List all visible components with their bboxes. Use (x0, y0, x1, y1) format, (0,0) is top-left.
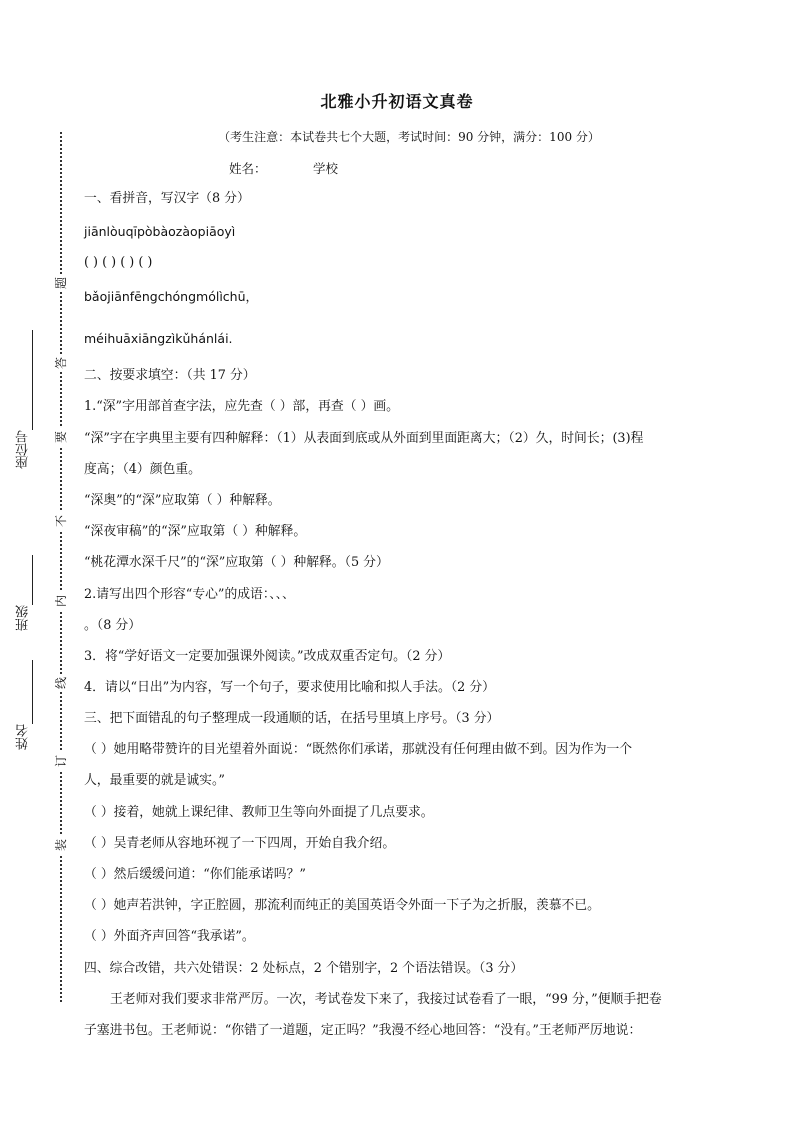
question-2-1: 1.“深”字用部首查字法，应先查（ ）部，再查（ ）画。 (84, 399, 399, 414)
section-2-heading: 二、按要求填空：（共 17 分） (84, 368, 256, 383)
sentence-item: （ ）吴青老师从容地环视了一下四周，开始自我介绍。 (84, 836, 396, 851)
name-label: 姓名： (229, 161, 267, 176)
sentence-item: （ ）外面齐声回答“我承诺”。 (84, 929, 255, 944)
question-2-1-definitions: “深”字在字典里主要有四种解释：（1）从表面到底或从外面到里面距离大；（2）久，时间长；(3)程 (84, 431, 644, 446)
binding-char: 内 (52, 592, 70, 610)
exam-notice: （考生注意：本试卷共七个大题，考试时间：90 分钟，满分：100 分） (218, 130, 600, 144)
student-name-label: 姓名 (16, 724, 31, 750)
binding-char: 订 (52, 752, 70, 770)
question-2-1-b: “深夜审稿”的“深”应取第（ ）种解释。 (84, 524, 307, 539)
school-label: 学校 (313, 161, 339, 176)
sentence-item: （ ）接着，她就上课纪律、教师卫生等向外面提了几点要求。 (84, 805, 434, 820)
binding-char: 题 (52, 274, 70, 292)
sentence-item: （ ）然后缓缓问道：“你们能承诺吗？” (84, 867, 306, 882)
binding-char: 线 (52, 674, 70, 692)
section-4-heading: 四、综合改错，共六处错误：2 处标点，2 个错别字，2 个语法错误。（3 分） (84, 961, 524, 976)
seat-number-field[interactable] (14, 330, 33, 469)
section-1-heading: 一、看拼音，写汉字（8 分） (84, 191, 250, 206)
pinyin-line-2: bǎojiānfēngchóngmólìchū， (84, 289, 259, 304)
student-name-field[interactable] (14, 660, 33, 750)
sentence-item: （ ）她用略带赞许的目光望着外面说：“既然你们承诺，那就没有任何理由做不到。因为作为一个 (84, 742, 633, 757)
question-2-2-score: 。（8 分） (84, 618, 141, 633)
pinyin-line-1: jiānlòuqīpòbàozàopiāoyì (84, 224, 236, 239)
page-title: 北雅小升初语文真卷 (320, 92, 474, 111)
question-2-2: 2.请写出四个形容“专心”的成语：、、、 (84, 587, 295, 602)
binding-char: 要 (52, 428, 70, 446)
class-field[interactable] (14, 555, 33, 631)
answer-blanks[interactable]: ( ) ( ) ( ) ( ) (84, 255, 153, 270)
question-2-1-definitions-cont: 度高；（4）颜色重。 (84, 462, 201, 477)
class-underline[interactable] (32, 555, 33, 605)
passage-line-2: 子塞进书包。王老师说：“你错了一道题，定正吗？”我漫不经心地回答：“没有。”王老师严厉地说： (84, 1023, 642, 1038)
seat-number-underline[interactable] (32, 330, 33, 430)
binding-char: 不 (52, 512, 70, 530)
sentence-item-cont: 人，最重要的就是诚实。” (84, 773, 225, 788)
binding-char: 装 (52, 836, 70, 854)
class-label: 班级 (16, 605, 31, 631)
question-2-1-c: “桃花潭水深千尺”的“深”应取第（ ）种解释。（5 分） (84, 555, 389, 570)
question-2-1-a: “深奥”的“深”应取第（ ）种解释。 (84, 493, 281, 508)
passage-line-1: 王老师对我们要求非常严厉。一次，考试卷发下来了，我接过试卷看了一眼，“99 分，”便顺手把卷 (110, 992, 662, 1007)
seat-number-label: 座位号 (16, 430, 31, 469)
binding-char: 答 (52, 354, 70, 372)
student-name-underline[interactable] (32, 660, 33, 724)
pinyin-line-3: méihuāxiāngzìkǔhánlái. (84, 331, 233, 346)
section-3-heading: 三、把下面错乱的句子整理成一段通顺的话，在括号里填上序号。（3 分） (84, 711, 500, 726)
binding-dotted-line (60, 132, 62, 1002)
question-2-4: 4．请以“日出”为内容，写一个句子，要求使用比喻和拟人手法。（2 分） (84, 680, 495, 695)
question-2-3: 3．将“学好语文一定要加强课外阅读。”改成双重否定句。（2 分） (84, 649, 451, 664)
sentence-item: （ ）她声若洪钟，字正腔圆，那流利而纯正的美国英语令外面一下子为之折服，羡慕不已。 (84, 898, 600, 913)
